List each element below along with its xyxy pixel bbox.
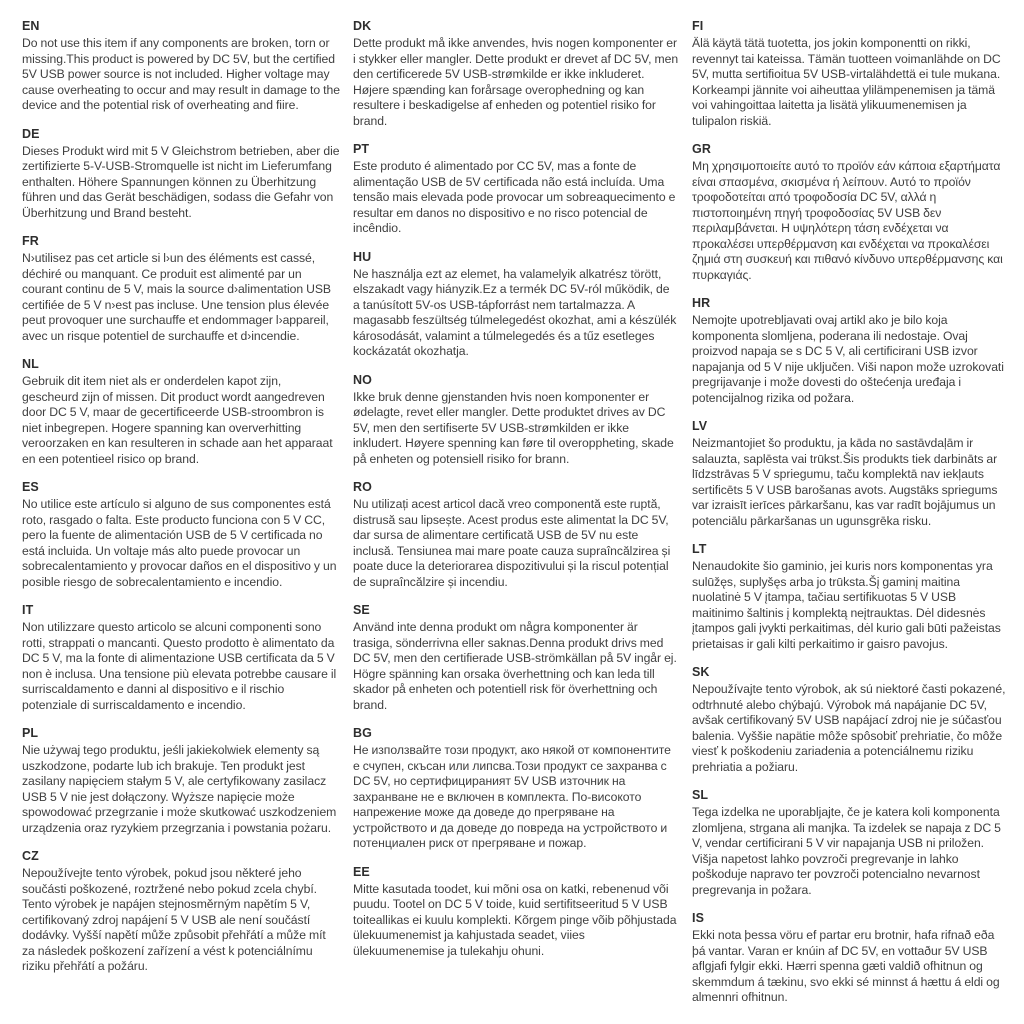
language-code-es: ES bbox=[22, 480, 39, 494]
section-is bbox=[692, 911, 1008, 1006]
warning-text-ee: Mitte kasutada toodet, kui mõni osa on katki, rebenenud või puudu. Tootel on DC 5 V toide, kuid sertifitseeritud 5 V USB toiteallikas ei kuulu komplekti. Kõrgem pinge võib põhjustada ülekuumenemist ja kahjustada seadet, viies ülekuumenemise ja tulekahju ohuni. bbox=[353, 881, 677, 958]
section-pt bbox=[353, 142, 679, 237]
language-code-is: IS bbox=[692, 911, 705, 925]
warning-text-pl: Nie używaj tego produktu, jeśli jakiekolwiek elementy są uszkodzone, podarte lub ich brakuje. Ten produkt jest zasilany napięciem stałym 5 V, ale certyfikowany zasilacz USB 5 V nie jest dołączony. Wyższe napięcie może spowodować przegrzanie i może skutkować uszkodzeniem urządzenia oraz ryzykiem przegrzania i powstania pożaru. bbox=[22, 743, 337, 835]
language-code-pt: PT bbox=[353, 142, 370, 156]
language-code-en: EN bbox=[22, 19, 40, 33]
language-code-no: NO bbox=[353, 372, 372, 387]
warning-text-se: Använd inte denna produkt om några komponenter är trasiga, sönderrivna eller saknas.Denna produkt drivs med DC 5V, men den certifierade USB-strömkällan på 5V ingår ej. Högre spänning kan orsaka överhettning och kan leda till skador på enheten och potentiell risk för överhettning och brand. bbox=[353, 620, 677, 712]
section-sl bbox=[692, 788, 1008, 898]
language-code-fi: FI bbox=[692, 19, 704, 33]
language-code-sl: SL bbox=[692, 788, 709, 802]
section-se bbox=[353, 603, 679, 713]
warning-text-hr: Nemojte upotrebljavati ovaj artikl ako je bilo koja komponenta slomljena, poderana ili nedostaje. Ovaj proizvod napaja se s DC 5 V, ali certificirani USB izvor napajanja od 5 V nije uključen. Viši napon može uzrokovati pregrijavanje i može dovesti do oštećenja uređaja i potencijalnog rizika od požara. bbox=[692, 313, 1004, 405]
section-hu bbox=[353, 250, 679, 360]
warning-text-ro: Nu utilizați acest articol dacă vreo componentă este ruptă, distrusă sau lipsește. Acest produs este alimentat la DC 5V, dar sursa de alimentare certificată USB de 5V nu este inclusă. Tensiunea mai mare poate cauza supraîncălzirea și poate duce la deteriorarea dispozitivului și la riscul potențial de supraîncălzire și incendiu. bbox=[353, 497, 671, 589]
warning-text-de: Dieses Produkt wird mit 5 V Gleichstrom betrieben, aber die zertifizierte 5-V-USB-Stromquelle ist nicht im Lieferumfang enthalten. Höhere Spannungen können zu Überhitzung führen und das Gerät beschädigen, sodass die Gefahr von Überhitzung und Brand besteht. bbox=[22, 143, 340, 220]
language-code-lt: LT bbox=[692, 542, 707, 556]
warning-text-es: No utilice este artículo si alguno de sus componentes está roto, rasgado o falta. Este producto funciona con 5 V CC, pero la fuente de alimentación USB de 5 V certificada no está incluida. Un voltaje más alto puede provocar un sobrecalentamiento y provocar daños en el dispositivo y un posible riesgo de sobrecalentamiento e incendio. bbox=[22, 497, 337, 589]
warning-text-pt: Este produto é alimentado por CC 5V, mas a fonte de alimentação USB de 5V certificada não está incluída. Uma tensão mais elevada pode provocar um sobreaquecimento e resultar em danos no dispositivo e no risco potencial de incêndio. bbox=[353, 159, 676, 235]
warning-text-it: Non utilizzare questo articolo se alcuni componenti sono rotti, strappati o mancanti. Questo prodotto è alimentato da DC 5 V, ma la fonte di alimentazione USB certificata da 5 V non è inclusa. Una tensione più elevata potrebbe causare il surriscaldamento e danni al dispositivo e il rischio potenziale di surriscaldamento e incendio. bbox=[22, 620, 337, 712]
language-code-dk: DK bbox=[353, 19, 372, 33]
language-code-cz: CZ bbox=[22, 849, 39, 863]
warning-text-sk: Nepoužívajte tento výrobok, ak sú niektoré časti pokazené, odtrhnuté alebo chýbajú. Výrobok má napájanie DC 5V, avšak certifikovaný 5V USB napájací zdroj nie je súčasťou balenia. Vyššie napätie môže spôsobiť prehriatie, čo môže viesť k poškodeniu zariadenia a potenciálnemu riziku prehriatia a požiaru. bbox=[692, 682, 1006, 774]
warning-text-cz: Nepoužívejte tento výrobek, pokud jsou některé jeho součásti poškozené, roztržené nebo pokud zcela chybí. Tento výrobek je napájen stejnosměrným napětím 5 V, certifikovaný zdroj napájení 5 V USB ale není součástí dodávky. Vyšší napětí může způsobit přehřátí a může mít za následek poškození zařízení a vést k potenciálnímu riziku přehřátí a požáru. bbox=[22, 866, 326, 973]
language-code-ee: EE bbox=[353, 864, 370, 879]
section-dk bbox=[353, 19, 679, 129]
section-cz bbox=[22, 849, 340, 975]
section-pl bbox=[22, 726, 340, 836]
section-ro bbox=[353, 480, 679, 590]
column-middle bbox=[353, 19, 679, 1024]
section-en bbox=[22, 19, 340, 114]
section-ee bbox=[353, 865, 679, 960]
language-code-lv: LV bbox=[692, 419, 708, 433]
warning-text-hu: Ne használja ezt az elemet, ha valamelyik alkatrész törött, elszakadt vagy hiányzik.Ez a termék DC 5V-ról működik, de a tanúsított 5V-os USB-tápforrást nem tartalmazza. A magasabb feszültség túlmelegedést okozhat, ami a készülék károsodását, valamint a túlmelegedés és a tűz esetleges kockázatát okozhatja. bbox=[353, 266, 677, 358]
warning-text-fr: N›utilisez pas cet article si l›un des éléments est cassé, déchiré ou manquant. Ce produit est alimenté par un courant continu de 5 V, mais la source d›alimentation USB certifiée de 5 V n›est pas incluse. Une tension plus élevée peut provoquer une surchauffe et endommager l›appareil, avec un risque potentiel de surchauffe et d›incendie. bbox=[22, 251, 332, 343]
language-code-de: DE bbox=[22, 126, 40, 141]
warning-text-lt: Nenaudokite šio gaminio, jei kuris nors komponentas yra sulūžęs, suplyšęs arba jo trūksta.Šį gaminį maitina nuolatinė 5 V įtampa, tačiau sertifikuotas 5 V USB maitinimo šaltinis į komplektą neįtrauktas. Dėl didesnės įtampos gali įvykti perkaitimas, dėl kurio gali būti pažeistas prietaisas ir gali kilti perkaitimo ir gaisro pavojus. bbox=[692, 559, 1001, 651]
warning-text-gr: Μη χρησιμοποιείτε αυτό το προϊόν εάν κάποια εξαρτήματα είναι σπασμένα, σκισμένα ή λείπουν. Αυτό το προϊόν τροφοδοτείται από τροφοδοσία DC 5V, αλλά η πιστοποιημένη πηγή τροφοδοσίας 5V USB δεν περιλαμβάνεται. Η υψηλότερη τάση ενδέχεται να προκαλέσει υπερθέρμανση και ενδέχεται να προκαλέσει ζημιά στη συσκευή και πιθανό κίνδυνο υπερθέρμανσης και πυρκαγιάς. bbox=[692, 159, 1003, 282]
language-code-ro: RO bbox=[353, 480, 372, 494]
section-gr bbox=[692, 142, 1008, 283]
section-lv bbox=[692, 419, 1008, 529]
warning-text-fi: Älä käytä tätä tuotetta, jos jokin komponentti on rikki, revennyt tai kateissa. Tämän tuotteen voimanlähde on DC 5V, mutta sertifioitua 5V USB-virtalähdettä ei tule mukana. Korkeampi jännite voi aiheuttaa ylilämpenemisen ja tämä voi vahingoittaa laitetta ja lisätä ylikuumenemisen ja tulipalon riskiä. bbox=[692, 36, 1001, 128]
language-code-it: IT bbox=[22, 603, 34, 617]
language-code-bg: BG bbox=[353, 726, 372, 740]
language-code-sk: SK bbox=[692, 665, 710, 679]
language-code-hr: HR bbox=[692, 296, 711, 310]
section-it bbox=[22, 603, 340, 713]
warning-text-no: Ikke bruk denne gjenstanden hvis noen komponenter er ødelagte, revet eller mangler. Dette produktet drives av DC 5V, men den sertifiserte 5V USB-strømkilden er ikke inkludert. Høyere spenning kan føre til overoppheting, skade på enheten og potensiell risiko for brann. bbox=[353, 389, 674, 466]
warning-text-en: Do not use this item if any components are broken, torn or missing.This product is powered by DC 5V, but the certified 5V USB power source is not included. Higher voltage may cause overheating to occur and may result in damage to the device and the potential risk of overheating and fiire. bbox=[22, 36, 340, 112]
section-de bbox=[22, 127, 340, 222]
section-fr bbox=[22, 234, 340, 344]
language-code-nl: NL bbox=[22, 357, 39, 371]
section-es bbox=[22, 480, 340, 590]
section-no bbox=[353, 373, 679, 468]
language-code-pl: PL bbox=[22, 726, 39, 740]
section-sk bbox=[692, 665, 1008, 775]
section-nl bbox=[22, 357, 340, 467]
column-right bbox=[692, 19, 1008, 1024]
warning-text-bg: Не използвайте този продукт, ако някой от компонентите е счупен, скъсан или липсва.Този продукт се захранва с DC 5V, но сертифицираният 5V USB източник на захранване не е включен в комплекта. По-високото напрежение може да доведе до прегряване на устройството и да доведе до повреда на устройството и потенциален риск от прегряване и пожар. bbox=[353, 743, 671, 850]
language-code-se: SE bbox=[353, 603, 370, 617]
language-code-fr: FR bbox=[22, 234, 39, 248]
warning-text-nl: Gebruik dit item niet als er onderdelen kapot zijn, gescheurd zijn of missen. Dit product wordt aangedreven door DC 5 V, maar de gecertificeerde USB-stroombron is niet inbegrepen. Hogere spanning kan oververhitting veroorzaken en kan resulteren in schade aan het apparaat en een potentieel risico op brand. bbox=[22, 374, 333, 466]
warning-text-dk: Dette produkt må ikke anvendes, hvis nogen komponenter er i stykker eller mangler. Dette produkt er drevet af DC 5V, men den certificerede 5V USB-strømkilde er ikke inkluderet. Højere spænding kan forårsage overophedning og kan resultere i beskadigelse af enheden og potentiel risiko for brand. bbox=[353, 36, 679, 128]
section-fi bbox=[692, 19, 1008, 129]
warning-text-sl: Tega izdelka ne uporabljajte, če je katera koli komponenta zlomljena, strgana ali manjka. Ta izdelek se napaja z DC 5 V, vendar certificirani 5 V vir napajanja USB ni priložen. Višja napetost lahko povzroči pregrevanje in lahko poškoduje napravo ter povzroči potencialno nevarnost pregrevanja in požara. bbox=[692, 805, 1001, 897]
column-left bbox=[22, 19, 340, 1024]
warning-text-is: Ekki nota þessa vöru ef partar eru brotnir, hafa rifnað eða þá vantar. Varan er knúin af DC 5V, en vottaður 5V USB aflgjafi fylgir ekki. Hærri spenna gæti valdið ofhitnun og skemmdum á tækinu, svo ekki sé minnst á hættu á eldi og almennri ofhitnun. bbox=[692, 928, 1000, 1004]
section-lt bbox=[692, 542, 1008, 652]
language-code-hu: HU bbox=[353, 249, 372, 264]
section-bg bbox=[353, 726, 679, 852]
language-code-gr: GR bbox=[692, 142, 711, 156]
warning-text-lv: Neizmantojiet šo produktu, ja kāda no sastāvdaļām ir salauzta, saplēsta vai trūkst.Šis produkts tiek darbināts ar līdzstrāvas 5 V spriegumu, taču komplektā nav iekļauts sertificēts 5 V USB barošanas avots. Augstāks spriegums var izraisīt ierīces pārkaršanu, kas var radīt bojājumus un potenciālu pārkaršanas un ugunsgrēka risku. bbox=[692, 436, 998, 528]
section-hr bbox=[692, 296, 1008, 406]
